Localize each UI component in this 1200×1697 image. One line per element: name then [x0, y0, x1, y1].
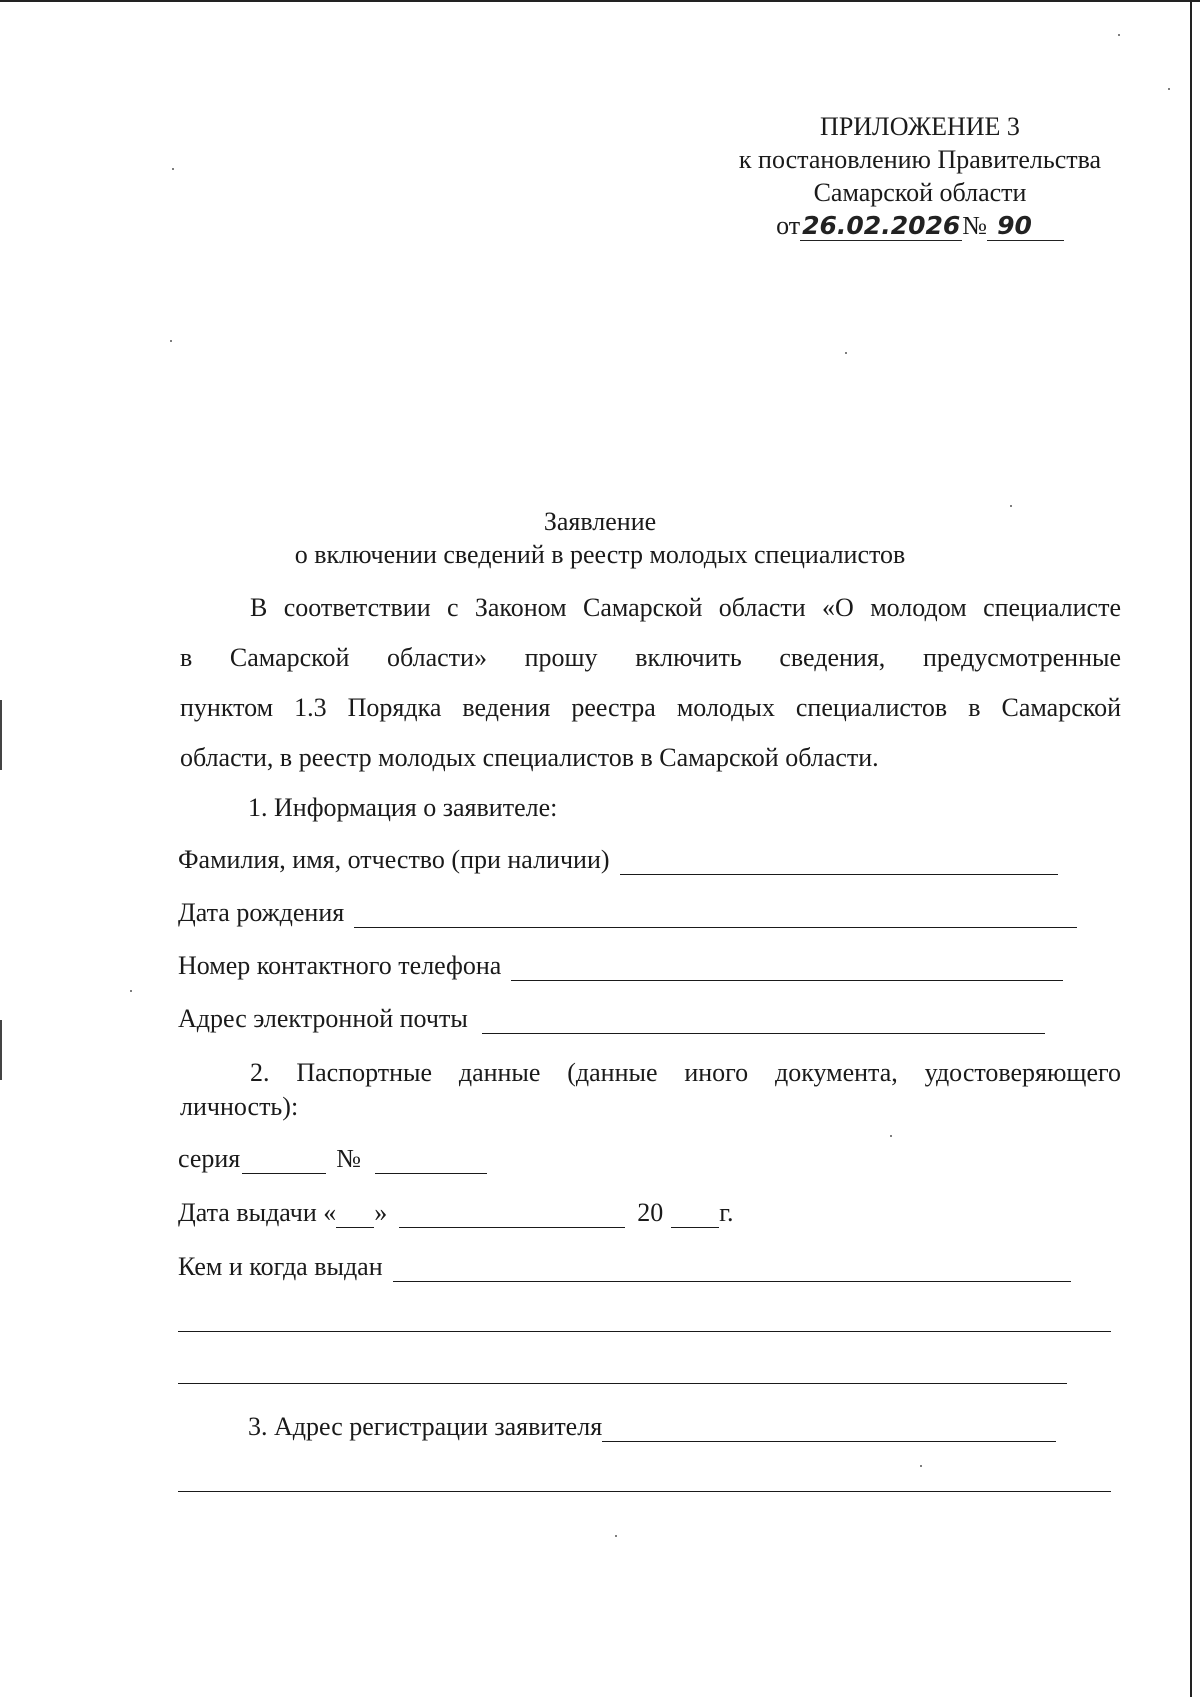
- number-prefix: №: [962, 211, 988, 240]
- appendix-header: [700, 110, 1140, 242]
- scan-speck: [615, 1535, 617, 1537]
- passport-series-row: [178, 1144, 487, 1174]
- handwritten-number: 90: [987, 211, 1064, 241]
- birth-date-label: Дата рождения: [178, 898, 345, 927]
- registration-address-field[interactable]: [602, 1417, 1056, 1442]
- issue-day-field[interactable]: [336, 1203, 374, 1228]
- scan-speck: [1118, 34, 1120, 36]
- issue-year-suffix: г.: [719, 1198, 734, 1227]
- birth-date-row: [178, 898, 1077, 928]
- document-title-main: Заявление: [543, 507, 657, 536]
- section2-heading-line: 2. Паспортные данные (данные иного документа, удостоверяющего: [250, 1058, 1121, 1087]
- registration-address-row: [248, 1412, 1056, 1442]
- issued-by-field[interactable]: [393, 1257, 1071, 1282]
- email-row: [178, 1004, 1045, 1034]
- document-title-sub: о включении сведений в реестр молодых специалистов: [294, 540, 906, 569]
- section1-heading: 1. Информация о заявителе:: [248, 793, 558, 822]
- appendix-line-resolution: к постановлению Правительства: [738, 145, 1102, 174]
- issue-date-row: [178, 1198, 734, 1228]
- full-name-row: [178, 845, 1058, 875]
- issued-by-continuation-line[interactable]: [178, 1383, 1067, 1384]
- intro-line: области, в реестр молодых специалистов в Самарской области.: [180, 743, 879, 772]
- scan-speck: [845, 352, 847, 354]
- issued-by-continuation-line[interactable]: [178, 1331, 1111, 1332]
- full-name-label: Фамилия, имя, отчество (при наличии): [178, 845, 610, 874]
- section2-heading: [180, 1056, 1121, 1124]
- document-title: [0, 505, 1200, 571]
- appendix-line-region: Самарской области: [813, 178, 1027, 207]
- scan-speck: [172, 168, 174, 170]
- appendix-reference: [700, 209, 1140, 242]
- phone-label: Номер контактного телефона: [178, 951, 502, 980]
- handwritten-date: 26.02.2026: [802, 211, 961, 240]
- scan-speck: [920, 1465, 922, 1467]
- scan-edge-mark: [0, 700, 2, 770]
- email-label: Адрес электронной почты: [178, 1004, 468, 1033]
- intro-line: пунктом 1.3 Порядка ведения реестра молодых специалистов в Самарской: [180, 693, 1121, 722]
- full-name-field[interactable]: [620, 850, 1058, 875]
- section2-heading-line: личность):: [180, 1092, 299, 1121]
- birth-date-field[interactable]: [354, 903, 1077, 928]
- scan-speck: [170, 340, 172, 342]
- scan-speck: [1168, 88, 1170, 90]
- passport-number-field[interactable]: [375, 1149, 487, 1174]
- scan-speck: [890, 1135, 892, 1137]
- section3-heading: 3. Адрес регистрации заявителя: [248, 1412, 603, 1441]
- scan-border-top: [0, 0, 1200, 2]
- intro-paragraph: [180, 583, 1121, 783]
- issue-year-field[interactable]: [671, 1203, 719, 1228]
- phone-field[interactable]: [511, 956, 1063, 981]
- issue-date-label: Дата выдачи «: [178, 1198, 337, 1227]
- registration-address-continuation-line[interactable]: [178, 1491, 1111, 1492]
- issue-month-field[interactable]: [399, 1203, 625, 1228]
- intro-line: В соответствии с Законом Самарской области «О молодом специалисте: [250, 593, 1121, 622]
- issued-by-label: Кем и когда выдан: [178, 1252, 383, 1281]
- issue-year-prefix: 20: [637, 1198, 664, 1227]
- from-prefix: от: [776, 211, 801, 240]
- phone-row: [178, 951, 1063, 981]
- series-field[interactable]: [242, 1149, 326, 1174]
- scan-speck: [130, 990, 132, 992]
- issue-date-quote-close: »: [374, 1198, 388, 1227]
- scan-border-right: [1190, 0, 1192, 1697]
- issued-by-row: [178, 1252, 1071, 1282]
- series-label: серия: [178, 1144, 241, 1173]
- scan-edge-mark: [0, 1020, 2, 1080]
- number-label: №: [336, 1144, 362, 1173]
- intro-line: в Самарской области» прошу включить сведения, предусмотренные: [180, 643, 1121, 672]
- appendix-title: ПРИЛОЖЕНИЕ 3: [820, 112, 1020, 141]
- email-field[interactable]: [482, 1009, 1045, 1034]
